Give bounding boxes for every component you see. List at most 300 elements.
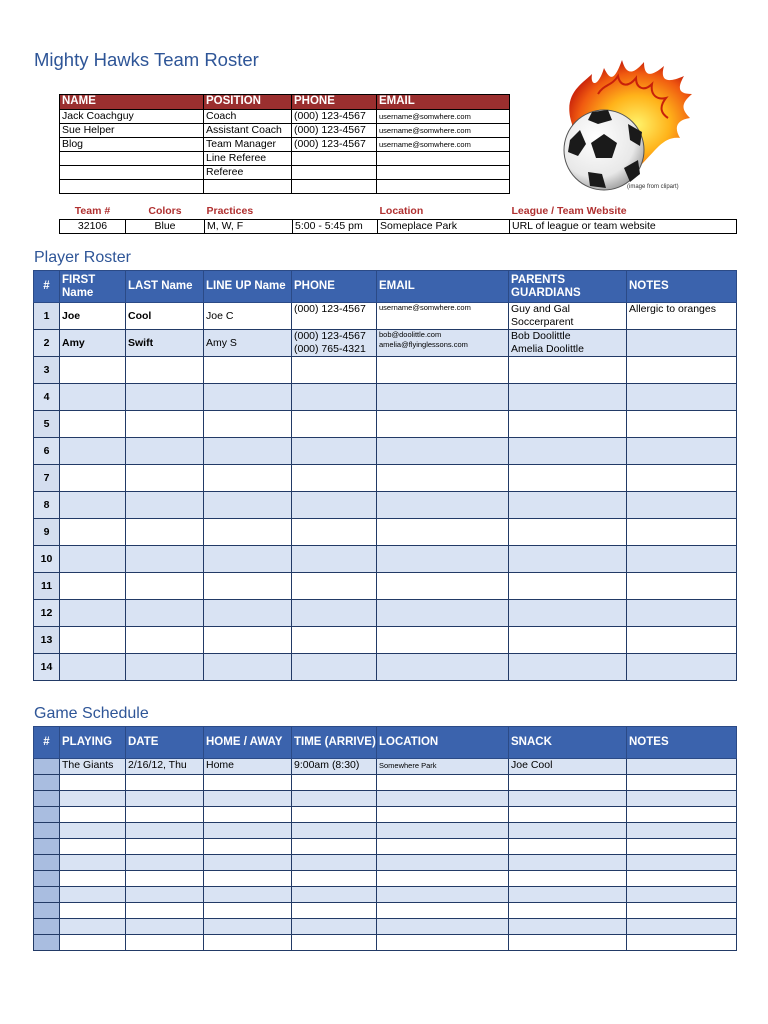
player-num-cell: 5 bbox=[34, 411, 60, 438]
player-row bbox=[34, 600, 737, 627]
staff-email-cell bbox=[377, 152, 510, 166]
player-num-cell: 7 bbox=[34, 465, 60, 492]
staff-name-cell: Jack Coachguy bbox=[60, 110, 204, 124]
game-notes-cell bbox=[627, 807, 737, 823]
player-num-cell: 8 bbox=[34, 492, 60, 519]
player-row bbox=[34, 627, 737, 654]
player-last-cell bbox=[126, 411, 204, 438]
game-location-cell bbox=[377, 887, 509, 903]
player-parents-cell bbox=[509, 465, 627, 492]
staff-email-cell: username@somwhere.com bbox=[377, 110, 510, 124]
game-row bbox=[34, 919, 737, 935]
game-snack-cell bbox=[509, 887, 627, 903]
player-row bbox=[34, 303, 737, 330]
game-num-cell bbox=[34, 903, 60, 919]
player-num-cell: 6 bbox=[34, 438, 60, 465]
game-playing-cell bbox=[60, 775, 126, 791]
game-playing-cell bbox=[60, 855, 126, 871]
player-header-parents: PARENTS GUARDIANS bbox=[509, 271, 627, 303]
player-first-cell bbox=[60, 492, 126, 519]
image-caption: (image from clipart) bbox=[627, 184, 679, 190]
player-header-row bbox=[34, 271, 737, 303]
player-parents-cell bbox=[509, 384, 627, 411]
staff-name-cell: Blog bbox=[60, 138, 204, 152]
game-location-cell bbox=[377, 791, 509, 807]
team-number-value: 32106 bbox=[60, 220, 126, 234]
game-home-away-cell bbox=[204, 839, 292, 855]
game-location-cell bbox=[377, 839, 509, 855]
team-practices-value: M, W, F bbox=[205, 220, 293, 234]
player-lineup-cell bbox=[204, 600, 292, 627]
staff-table bbox=[59, 94, 510, 194]
player-email-cell: bob@doolittle.com amelia@flyinglessons.com bbox=[377, 330, 509, 357]
game-header-location: LOCATION bbox=[377, 727, 509, 759]
player-header-notes: NOTES bbox=[627, 271, 737, 303]
game-header-home-away: HOME / AWAY bbox=[204, 727, 292, 759]
player-header-phone: PHONE bbox=[292, 271, 377, 303]
player-phone-cell bbox=[292, 411, 377, 438]
game-time-cell bbox=[292, 871, 377, 887]
page-title: Mighty Hawks Team Roster bbox=[34, 49, 259, 70]
game-num-cell bbox=[34, 775, 60, 791]
player-last-cell bbox=[126, 357, 204, 384]
game-playing-cell bbox=[60, 903, 126, 919]
flaming-soccer-ball-icon bbox=[552, 54, 697, 194]
player-notes-cell bbox=[627, 438, 737, 465]
player-parents-cell bbox=[509, 573, 627, 600]
team-colors-value: Blue bbox=[126, 220, 205, 234]
game-date-cell bbox=[126, 935, 204, 951]
game-playing-cell bbox=[60, 935, 126, 951]
player-row bbox=[34, 330, 737, 357]
staff-phone-cell: (000) 123-4567 bbox=[292, 124, 377, 138]
game-notes-cell bbox=[627, 839, 737, 855]
player-notes-cell: Allergic to oranges bbox=[627, 303, 737, 330]
player-first-cell bbox=[60, 600, 126, 627]
game-notes-cell bbox=[627, 791, 737, 807]
game-home-away-cell bbox=[204, 775, 292, 791]
player-phone-cell bbox=[292, 600, 377, 627]
staff-row bbox=[60, 166, 510, 180]
player-num-cell: 9 bbox=[34, 519, 60, 546]
game-notes-cell bbox=[627, 903, 737, 919]
player-email-cell bbox=[377, 411, 509, 438]
player-parents-cell bbox=[509, 438, 627, 465]
staff-email-cell: username@somwhere.com bbox=[377, 138, 510, 152]
player-last-cell bbox=[126, 546, 204, 573]
player-last-cell bbox=[126, 465, 204, 492]
game-date-cell bbox=[126, 791, 204, 807]
player-row bbox=[34, 411, 737, 438]
team-colors-label: Colors bbox=[148, 205, 182, 217]
player-phone-cell bbox=[292, 492, 377, 519]
player-row bbox=[34, 573, 737, 600]
player-num-cell: 2 bbox=[34, 330, 60, 357]
player-parents-cell bbox=[509, 357, 627, 384]
player-lineup-cell bbox=[204, 465, 292, 492]
game-playing-cell: The Giants bbox=[60, 759, 126, 775]
staff-header-phone: PHONE bbox=[292, 95, 377, 110]
player-first-cell bbox=[60, 357, 126, 384]
player-lineup-cell bbox=[204, 384, 292, 411]
staff-phone-cell: (000) 123-4567 bbox=[292, 110, 377, 124]
staff-name-cell: Sue Helper bbox=[60, 124, 204, 138]
player-lineup-cell bbox=[204, 654, 292, 681]
game-snack-cell bbox=[509, 839, 627, 855]
staff-email-cell bbox=[377, 166, 510, 180]
player-phone-cell bbox=[292, 627, 377, 654]
player-email-cell bbox=[377, 627, 509, 654]
player-phone-cell bbox=[292, 357, 377, 384]
player-parents-cell bbox=[509, 411, 627, 438]
game-location-cell bbox=[377, 935, 509, 951]
game-playing-cell bbox=[60, 823, 126, 839]
staff-name-cell bbox=[60, 166, 204, 180]
player-lineup-cell bbox=[204, 519, 292, 546]
player-first-cell bbox=[60, 627, 126, 654]
player-first-cell: Amy bbox=[60, 330, 126, 357]
player-email-cell bbox=[377, 438, 509, 465]
staff-name-cell bbox=[60, 180, 204, 194]
player-notes-cell bbox=[627, 546, 737, 573]
staff-phone-cell bbox=[292, 166, 377, 180]
player-last-cell bbox=[126, 492, 204, 519]
game-schedule-title: Game Schedule bbox=[34, 705, 149, 722]
player-first-cell bbox=[60, 411, 126, 438]
game-location-cell bbox=[377, 807, 509, 823]
player-num-cell: 10 bbox=[34, 546, 60, 573]
game-notes-cell bbox=[627, 855, 737, 871]
player-phone-cell bbox=[292, 573, 377, 600]
player-row bbox=[34, 465, 737, 492]
player-notes-cell bbox=[627, 600, 737, 627]
game-home-away-cell bbox=[204, 855, 292, 871]
player-notes-cell bbox=[627, 330, 737, 357]
player-email-cell: username@somwhere.com bbox=[377, 303, 509, 330]
game-schedule-table bbox=[33, 726, 737, 951]
player-phone-cell bbox=[292, 465, 377, 492]
player-parents-cell bbox=[509, 654, 627, 681]
player-last-cell bbox=[126, 654, 204, 681]
staff-phone-cell bbox=[292, 180, 377, 194]
game-notes-cell bbox=[627, 823, 737, 839]
player-parents-cell: Bob Doolittle Amelia Doolittle bbox=[509, 330, 627, 357]
player-last-cell bbox=[126, 627, 204, 654]
team-website-value: URL of league or team website bbox=[510, 220, 737, 234]
player-row bbox=[34, 384, 737, 411]
player-row bbox=[34, 519, 737, 546]
game-num-cell bbox=[34, 871, 60, 887]
game-home-away-cell bbox=[204, 935, 292, 951]
staff-row bbox=[60, 110, 510, 124]
player-first-cell bbox=[60, 465, 126, 492]
player-lineup-cell bbox=[204, 492, 292, 519]
player-row bbox=[34, 438, 737, 465]
team-info-row bbox=[60, 220, 737, 234]
staff-header-email: EMAIL bbox=[377, 95, 510, 110]
game-snack-cell bbox=[509, 935, 627, 951]
player-email-cell bbox=[377, 654, 509, 681]
game-snack-cell: Joe Cool bbox=[509, 759, 627, 775]
player-phone-cell bbox=[292, 438, 377, 465]
game-num-cell bbox=[34, 823, 60, 839]
player-lineup-cell bbox=[204, 627, 292, 654]
staff-row bbox=[60, 138, 510, 152]
team-location-value: Someplace Park bbox=[378, 220, 510, 234]
game-row bbox=[34, 887, 737, 903]
player-last-cell: Cool bbox=[126, 303, 204, 330]
player-notes-cell bbox=[627, 627, 737, 654]
player-lineup-cell bbox=[204, 438, 292, 465]
game-time-cell bbox=[292, 887, 377, 903]
game-location-cell bbox=[377, 823, 509, 839]
game-row bbox=[34, 791, 737, 807]
team-practice-time-value: 5:00 - 5:45 pm bbox=[293, 220, 378, 234]
game-location-cell bbox=[377, 775, 509, 791]
player-last-cell bbox=[126, 600, 204, 627]
player-header-num: # bbox=[34, 271, 60, 303]
game-notes-cell bbox=[627, 759, 737, 775]
player-phone-cell: (000) 123-4567 (000) 765-4321 bbox=[292, 330, 377, 357]
team-info-table bbox=[59, 205, 737, 234]
game-notes-cell bbox=[627, 775, 737, 791]
team-practices-label: Practices bbox=[206, 205, 254, 217]
player-first-cell bbox=[60, 654, 126, 681]
game-time-cell bbox=[292, 935, 377, 951]
game-header-playing: PLAYING bbox=[60, 727, 126, 759]
staff-header-position: POSITION bbox=[204, 95, 292, 110]
team-website-label: League / Team Website bbox=[511, 205, 627, 217]
player-last-cell bbox=[126, 519, 204, 546]
player-email-cell bbox=[377, 573, 509, 600]
player-email-cell bbox=[377, 384, 509, 411]
game-date-cell: 2/16/12, Thu bbox=[126, 759, 204, 775]
game-time-cell bbox=[292, 903, 377, 919]
player-lineup-cell bbox=[204, 357, 292, 384]
player-phone-cell bbox=[292, 546, 377, 573]
game-date-cell bbox=[126, 919, 204, 935]
player-last-cell bbox=[126, 438, 204, 465]
game-num-cell bbox=[34, 807, 60, 823]
game-num-cell bbox=[34, 839, 60, 855]
game-date-cell bbox=[126, 839, 204, 855]
player-parents-cell bbox=[509, 519, 627, 546]
player-lineup-cell bbox=[204, 546, 292, 573]
player-notes-cell bbox=[627, 411, 737, 438]
player-email-cell bbox=[377, 465, 509, 492]
game-playing-cell bbox=[60, 839, 126, 855]
game-notes-cell bbox=[627, 919, 737, 935]
player-last-cell bbox=[126, 573, 204, 600]
game-snack-cell bbox=[509, 903, 627, 919]
game-header-row bbox=[34, 727, 737, 759]
player-notes-cell bbox=[627, 654, 737, 681]
player-phone-cell bbox=[292, 519, 377, 546]
player-num-cell: 11 bbox=[34, 573, 60, 600]
game-notes-cell bbox=[627, 887, 737, 903]
staff-row bbox=[60, 180, 510, 194]
game-playing-cell bbox=[60, 807, 126, 823]
staff-header-name: NAME bbox=[60, 95, 204, 110]
game-row bbox=[34, 855, 737, 871]
player-lineup-cell: Amy S bbox=[204, 330, 292, 357]
game-location-cell bbox=[377, 855, 509, 871]
player-phone-cell bbox=[292, 654, 377, 681]
staff-position-cell: Line Referee bbox=[204, 152, 292, 166]
player-header-email: EMAIL bbox=[377, 271, 509, 303]
game-row bbox=[34, 775, 737, 791]
player-email-cell bbox=[377, 492, 509, 519]
staff-name-cell bbox=[60, 152, 204, 166]
game-time-cell bbox=[292, 807, 377, 823]
player-lineup-cell bbox=[204, 411, 292, 438]
game-header-num: # bbox=[34, 727, 60, 759]
game-time-cell bbox=[292, 919, 377, 935]
game-time-cell: 9:00am (8:30) bbox=[292, 759, 377, 775]
game-num-cell bbox=[34, 855, 60, 871]
player-num-cell: 3 bbox=[34, 357, 60, 384]
staff-position-cell: Team Manager bbox=[204, 138, 292, 152]
game-num-cell bbox=[34, 759, 60, 775]
player-phone-cell bbox=[292, 384, 377, 411]
player-first-cell bbox=[60, 519, 126, 546]
game-date-cell bbox=[126, 887, 204, 903]
player-last-cell bbox=[126, 384, 204, 411]
game-row bbox=[34, 759, 737, 775]
game-time-cell bbox=[292, 839, 377, 855]
game-notes-cell bbox=[627, 871, 737, 887]
player-email-cell bbox=[377, 357, 509, 384]
player-lineup-cell: Joe C bbox=[204, 303, 292, 330]
game-num-cell bbox=[34, 887, 60, 903]
game-home-away-cell bbox=[204, 919, 292, 935]
player-parents-cell: Guy and Gal Soccerparent bbox=[509, 303, 627, 330]
team-info-header-row bbox=[60, 205, 737, 220]
player-notes-cell bbox=[627, 384, 737, 411]
staff-header-row bbox=[60, 95, 510, 110]
staff-phone-cell: (000) 123-4567 bbox=[292, 138, 377, 152]
player-row bbox=[34, 492, 737, 519]
game-location-cell bbox=[377, 871, 509, 887]
game-playing-cell bbox=[60, 919, 126, 935]
game-playing-cell bbox=[60, 871, 126, 887]
player-notes-cell bbox=[627, 519, 737, 546]
game-time-cell bbox=[292, 775, 377, 791]
player-row bbox=[34, 357, 737, 384]
player-row bbox=[34, 654, 737, 681]
player-phone-cell: (000) 123-4567 bbox=[292, 303, 377, 330]
player-parents-cell bbox=[509, 627, 627, 654]
game-home-away-cell bbox=[204, 887, 292, 903]
player-first-cell bbox=[60, 573, 126, 600]
game-time-cell bbox=[292, 855, 377, 871]
staff-email-cell bbox=[377, 180, 510, 194]
game-header-notes: NOTES bbox=[627, 727, 737, 759]
game-row bbox=[34, 935, 737, 951]
game-header-time: TIME (ARRIVE) bbox=[292, 727, 377, 759]
player-notes-cell bbox=[627, 573, 737, 600]
player-header-first: FIRST Name bbox=[60, 271, 126, 303]
staff-phone-cell bbox=[292, 152, 377, 166]
game-num-cell bbox=[34, 935, 60, 951]
staff-row bbox=[60, 152, 510, 166]
staff-email-cell: username@somwhere.com bbox=[377, 124, 510, 138]
game-home-away-cell bbox=[204, 823, 292, 839]
game-location-cell bbox=[377, 903, 509, 919]
game-date-cell bbox=[126, 903, 204, 919]
game-date-cell bbox=[126, 807, 204, 823]
player-header-lineup: LINE UP Name bbox=[204, 271, 292, 303]
player-parents-cell bbox=[509, 546, 627, 573]
player-row bbox=[34, 546, 737, 573]
player-email-cell bbox=[377, 519, 509, 546]
staff-row bbox=[60, 124, 510, 138]
game-playing-cell bbox=[60, 887, 126, 903]
game-snack-cell bbox=[509, 775, 627, 791]
player-first-cell bbox=[60, 384, 126, 411]
staff-position-cell: Referee bbox=[204, 166, 292, 180]
player-roster-title: Player Roster bbox=[34, 249, 131, 266]
game-time-cell bbox=[292, 823, 377, 839]
game-home-away-cell bbox=[204, 871, 292, 887]
player-first-cell bbox=[60, 438, 126, 465]
player-first-cell: Joe bbox=[60, 303, 126, 330]
team-practice-time-label bbox=[293, 205, 378, 220]
staff-position-cell: Assistant Coach bbox=[204, 124, 292, 138]
game-location-cell: Somewhere Park bbox=[377, 759, 509, 775]
player-email-cell bbox=[377, 546, 509, 573]
player-roster-table bbox=[33, 270, 737, 681]
game-header-date: DATE bbox=[126, 727, 204, 759]
game-date-cell bbox=[126, 871, 204, 887]
team-number-label: Team # bbox=[74, 205, 111, 217]
player-header-last: LAST Name bbox=[126, 271, 204, 303]
player-num-cell: 13 bbox=[34, 627, 60, 654]
staff-position-cell bbox=[204, 180, 292, 194]
game-date-cell bbox=[126, 855, 204, 871]
player-lineup-cell bbox=[204, 573, 292, 600]
game-snack-cell bbox=[509, 791, 627, 807]
game-location-cell bbox=[377, 919, 509, 935]
game-snack-cell bbox=[509, 919, 627, 935]
game-row bbox=[34, 871, 737, 887]
game-row bbox=[34, 839, 737, 855]
game-num-cell bbox=[34, 791, 60, 807]
game-row bbox=[34, 807, 737, 823]
player-notes-cell bbox=[627, 465, 737, 492]
game-home-away-cell bbox=[204, 903, 292, 919]
game-playing-cell bbox=[60, 791, 126, 807]
game-date-cell bbox=[126, 823, 204, 839]
staff-position-cell: Coach bbox=[204, 110, 292, 124]
player-last-cell: Swift bbox=[126, 330, 204, 357]
player-notes-cell bbox=[627, 492, 737, 519]
player-num-cell: 1 bbox=[34, 303, 60, 330]
game-time-cell bbox=[292, 791, 377, 807]
game-row bbox=[34, 823, 737, 839]
player-parents-cell bbox=[509, 600, 627, 627]
game-home-away-cell bbox=[204, 807, 292, 823]
player-email-cell bbox=[377, 600, 509, 627]
player-num-cell: 4 bbox=[34, 384, 60, 411]
player-notes-cell bbox=[627, 357, 737, 384]
team-location-label: Location bbox=[379, 205, 424, 217]
game-notes-cell bbox=[627, 935, 737, 951]
game-snack-cell bbox=[509, 823, 627, 839]
game-header-snack: SNACK bbox=[509, 727, 627, 759]
game-home-away-cell bbox=[204, 791, 292, 807]
game-snack-cell bbox=[509, 855, 627, 871]
